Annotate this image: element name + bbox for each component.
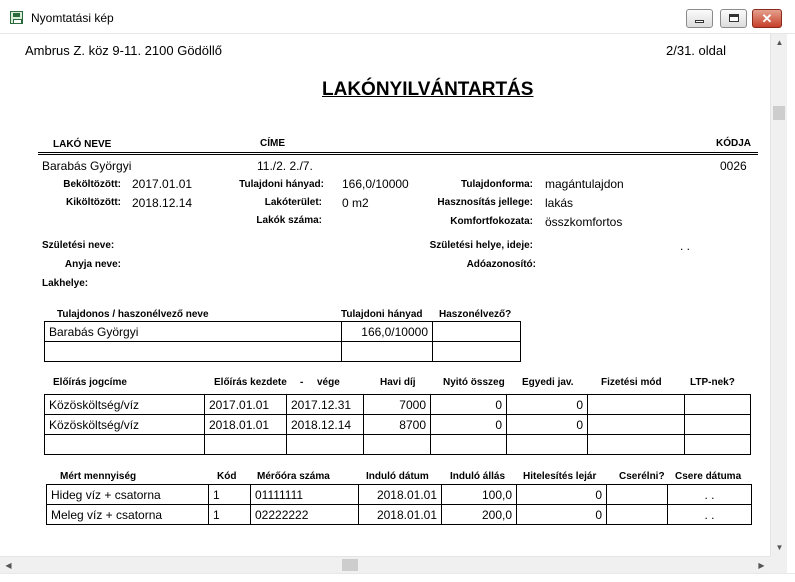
scroll-down-arrow-icon[interactable]: ▼ [775, 543, 784, 552]
title-bar [0, 0, 795, 34]
meter-code-cell: 1 [209, 485, 251, 505]
minimize-button[interactable] [686, 9, 713, 28]
tax-id-label: Adóazonosító: [466, 259, 536, 270]
page-number: 2/31. oldal [666, 43, 726, 58]
meters-header-calibration: Hitelesítés lejár [523, 471, 597, 482]
owner-name-cell [45, 342, 342, 362]
owner-share-cell [342, 342, 433, 362]
resident-name: Barabás Györgyi [42, 159, 132, 173]
column-name-header: LAKÓ NEVE [53, 139, 112, 150]
mother-name-label: Anyja neve: [64, 259, 121, 270]
column-code-header: KÓDJA [716, 138, 752, 149]
charge-opening-cell: 0 [431, 415, 507, 435]
charges-header-monthly: Havi díj [380, 377, 416, 388]
maximize-button[interactable] [720, 9, 747, 28]
meters-table [46, 484, 752, 525]
comfort-label: Komfortfokozata: [450, 216, 533, 227]
maximize-icon [729, 14, 739, 22]
meter-number-cell: 02222222 [251, 505, 359, 525]
move-out-date: 2018.12.14 [132, 196, 193, 210]
area-value: 0 m2 [342, 196, 369, 210]
report-title: LAKÓNYILVÁNTARTÁS [322, 79, 534, 100]
charges-header-individual: Egyedi jav. [522, 377, 574, 388]
charges-header-end: vége [317, 377, 340, 388]
charge-individual-cell: 0 [507, 415, 588, 435]
table-row [45, 322, 521, 342]
charge-start-cell: 2017.01.01 [205, 395, 287, 415]
meters-header-replace-date: Csere dátuma [675, 471, 742, 482]
meter-start-value-cell: 200,0 [442, 505, 517, 525]
vertical-scroll-thumb[interactable] [773, 106, 785, 120]
meter-start-value-cell: 100,0 [442, 485, 517, 505]
owners-header-name: Tulajdonos / haszonélvező neve [57, 309, 209, 320]
table-row [45, 395, 751, 415]
minimize-icon [695, 20, 704, 23]
meter-calibration-cell: 0 [517, 485, 607, 505]
scroll-up-arrow-icon[interactable]: ▲ [775, 38, 784, 47]
birth-place-value: . . [680, 239, 691, 253]
charge-payment-cell [588, 395, 685, 415]
table-row [45, 342, 521, 362]
charge-end-cell: 2017.12.31 [287, 395, 364, 415]
table-row [45, 435, 751, 455]
charge-individual-cell [507, 435, 588, 455]
charges-header-dash: - [300, 377, 304, 388]
owners-header-share: Tulajdoni hányad [341, 309, 423, 320]
print-preview-app-icon [10, 11, 23, 24]
area-label: Lakóterület: [264, 197, 322, 208]
residence-label: Lakhelye: [42, 278, 89, 289]
usage-label: Hasznosítás jellege: [437, 197, 533, 208]
ownership-value: magántulajdon [545, 177, 624, 191]
charge-title-cell [45, 435, 205, 455]
charge-ltp-cell [685, 435, 751, 455]
vertical-scrollbar[interactable] [770, 34, 787, 556]
share-label: Tulajdoni hányad: [239, 179, 324, 190]
charge-payment-cell [588, 415, 685, 435]
move-in-label: Beköltözött: [63, 179, 121, 190]
charge-opening-cell [431, 435, 507, 455]
owner-share-cell: 166,0/10000 [342, 322, 433, 342]
header-divider-second [38, 154, 758, 155]
close-button[interactable] [752, 9, 782, 28]
meter-start-date-cell: 2018.01.01 [359, 485, 442, 505]
move-out-label: Kiköltözött: [66, 197, 121, 208]
birth-name-label: Születési neve: [42, 240, 115, 251]
charges-header-ltp: LTP-nek? [690, 377, 735, 388]
meter-code-cell: 1 [209, 505, 251, 525]
ownership-label: Tulajdonforma: [460, 179, 533, 190]
meter-quantity-cell: Meleg víz + csatorna [47, 505, 209, 525]
scroll-left-arrow-icon[interactable]: ◀ [5, 561, 12, 570]
meters-header-start-date: Induló dátum [366, 471, 429, 482]
owner-name-cell: Barabás Györgyi [45, 322, 342, 342]
charges-table [44, 394, 751, 455]
meters-header-quantity: Mért mennyiség [60, 471, 137, 482]
meters-header-start-value: Induló állás [450, 471, 506, 482]
building-address: Ambrus Z. köz 9-11. 2100 Gödöllő [25, 43, 223, 58]
meters-header-code: Kód [217, 471, 237, 482]
comfort-value: összkomfortos [545, 215, 623, 229]
move-in-date: 2017.01.01 [132, 177, 193, 191]
window-frame-bottom [0, 573, 795, 582]
meter-replace-cell [607, 485, 668, 505]
meter-replace-date-cell: . . [668, 485, 752, 505]
charge-title-cell: Közösköltség/víz [45, 415, 205, 435]
charge-opening-cell: 0 [431, 395, 507, 415]
charge-title-cell: Közösköltség/víz [45, 395, 205, 415]
header-divider [38, 152, 758, 153]
meter-replace-cell [607, 505, 668, 525]
residents-count-label: Lakók száma: [256, 215, 322, 226]
window-frame-right [787, 34, 795, 574]
owner-usufruct-cell [433, 342, 521, 362]
meters-header-meter: Mérőóra száma [257, 471, 330, 482]
meter-start-date-cell: 2018.01.01 [359, 505, 442, 525]
meter-quantity-cell: Hideg víz + csatorna [47, 485, 209, 505]
charge-end-cell: 2018.12.14 [287, 415, 364, 435]
owners-table [44, 321, 521, 362]
print-preview-page [0, 34, 770, 556]
charge-ltp-cell [685, 415, 751, 435]
table-row [45, 415, 751, 435]
meter-calibration-cell: 0 [517, 505, 607, 525]
horizontal-scrollbar[interactable] [0, 556, 770, 573]
usage-value: lakás [545, 196, 574, 210]
window-title: Nyomtatási kép [31, 11, 114, 25]
charge-start-cell [205, 435, 287, 455]
charge-monthly-cell: 7000 [364, 395, 431, 415]
horizontal-scroll-thumb[interactable] [342, 559, 358, 571]
owner-usufruct-cell [433, 322, 521, 342]
birth-place-label: Születési helye, ideje: [429, 240, 533, 251]
share-value: 166,0/10000 [342, 177, 409, 191]
charge-start-cell: 2018.01.01 [205, 415, 287, 435]
meter-replace-date-cell: . . [668, 505, 752, 525]
charge-individual-cell: 0 [507, 395, 588, 415]
owners-header-usufruct: Haszonélvező? [439, 309, 512, 320]
scroll-right-arrow-icon[interactable]: ▶ [758, 561, 765, 570]
charge-end-cell [287, 435, 364, 455]
charges-header-title: Előírás jogcíme [53, 377, 127, 388]
charge-monthly-cell [364, 435, 431, 455]
table-row [47, 505, 752, 525]
charges-header-payment: Fizetési mód [601, 377, 662, 388]
meter-number-cell: 01111111 [251, 485, 359, 505]
resident-unit: 11./2. 2./7. [257, 159, 313, 173]
table-row [47, 485, 752, 505]
column-address-header: CÍME [260, 138, 285, 149]
charges-header-start: Előírás kezdete [214, 377, 287, 388]
charge-monthly-cell: 8700 [364, 415, 431, 435]
resident-code: 0026 [720, 159, 747, 173]
charge-payment-cell [588, 435, 685, 455]
charges-header-opening: Nyitó összeg [443, 377, 505, 388]
meters-header-replace: Cserélni? [619, 471, 665, 482]
charge-ltp-cell [685, 395, 751, 415]
close-icon: ✕ [761, 11, 773, 26]
